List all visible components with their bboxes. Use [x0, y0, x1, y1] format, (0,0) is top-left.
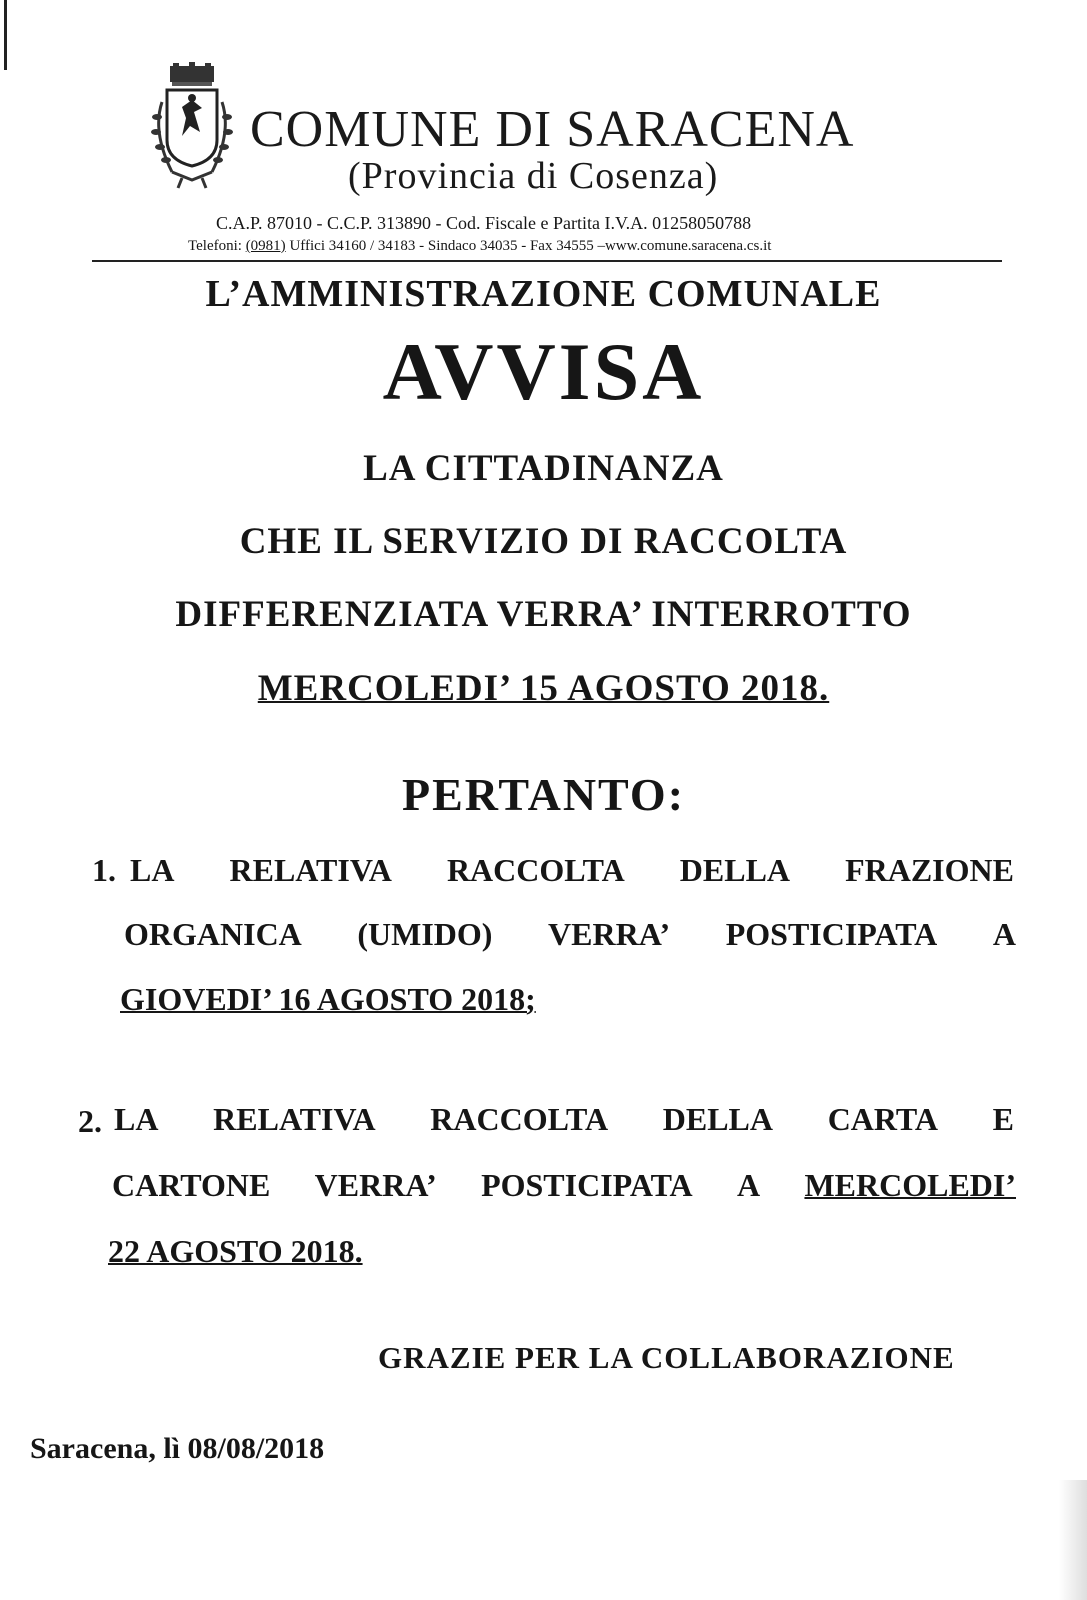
item-2-word: RELATIVA: [213, 1101, 376, 1137]
notice-line-3: DIFFERENZIATA VERRA’ INTERROTTO: [175, 594, 912, 635]
page-shadow: [1059, 1480, 1087, 1600]
item-2-word: CARTA: [827, 1101, 938, 1137]
municipality-title: COMUNE DI SARACENA: [250, 101, 855, 158]
item-2-word: A: [736, 1167, 761, 1203]
municipal-coat-of-arms-icon: [142, 62, 242, 192]
contact-info-line: [188, 238, 771, 255]
item-1-line-1: [130, 852, 1014, 889]
item-1-word: VERRA’: [548, 916, 671, 952]
item-2-word: POSTICIPATA: [481, 1167, 693, 1203]
item-2-date: 22 AGOSTO 2018.: [108, 1233, 363, 1269]
item-2-word: LA: [114, 1101, 159, 1137]
item-1-word: POSTICIPATA: [725, 916, 938, 952]
item-1-word: (UMIDO): [357, 916, 493, 952]
item-2-number: 2.: [78, 1103, 102, 1139]
place-and-date: Saracena, lì 08/08/2018: [30, 1432, 325, 1465]
item-2-word: RACCOLTA: [430, 1101, 609, 1137]
notice-line-1: LA CITTADINANZA: [363, 448, 724, 489]
item-1-word: DELLA: [679, 852, 791, 888]
item-1-word: RACCOLTA: [446, 852, 625, 888]
item-2-word: DELLA: [662, 1101, 773, 1137]
item-1-line-2: [124, 916, 1016, 953]
item-2-line-2: [112, 1167, 1016, 1204]
closing-thanks: GRAZIE PER LA COLLABORAZIONE: [378, 1340, 955, 1375]
item-1-date: GIOVEDI’ 16 AGOSTO 2018;: [120, 981, 536, 1017]
item-2-weekday: MERCOLEDI’: [804, 1167, 1016, 1203]
item-1-word: FRAZIONE: [845, 852, 1014, 888]
item-2-word: VERRA’: [314, 1167, 437, 1203]
header-divider: [92, 260, 1002, 262]
interruption-date-text: MERCOLEDI’ 15 AGOSTO 2018.: [257, 668, 830, 709]
phones-and-website: Uffici 34160 / 34183 - Sindaco 34035 - Fax 34555 –www.comune.saracena.cs.it: [285, 238, 772, 254]
province-subtitle: (Provincia di Cosenza): [348, 155, 719, 197]
interruption-date: [0, 667, 1087, 710]
item-2-word: CARTONE: [112, 1167, 271, 1203]
pertanto-heading: PERTANTO:: [401, 769, 686, 820]
administration-heading: L’AMMINISTRAZIONE COMUNALE: [205, 273, 882, 315]
area-code: (0981): [245, 238, 286, 254]
item-1-number: 1.: [92, 852, 116, 888]
item-1-word: LA: [130, 852, 175, 888]
item-1-word: RELATIVA: [229, 852, 392, 888]
notice-line-2: CHE IL SERVIZIO DI RACCOLTA: [239, 521, 848, 562]
item-2-word: E: [992, 1101, 1014, 1137]
item-2-line-1: [114, 1101, 1014, 1138]
item-1-word: ORGANICA: [124, 916, 302, 952]
avvisa-heading: AVVISA: [382, 326, 705, 417]
fiscal-info-line: C.A.P. 87010 - C.C.P. 313890 - Cod. Fiscale e Partita I.V.A. 01258050788: [216, 213, 752, 233]
page-edge-mark: [4, 0, 7, 70]
item-1-word: A: [992, 916, 1016, 952]
phones-label: Telefoni:: [188, 238, 246, 254]
